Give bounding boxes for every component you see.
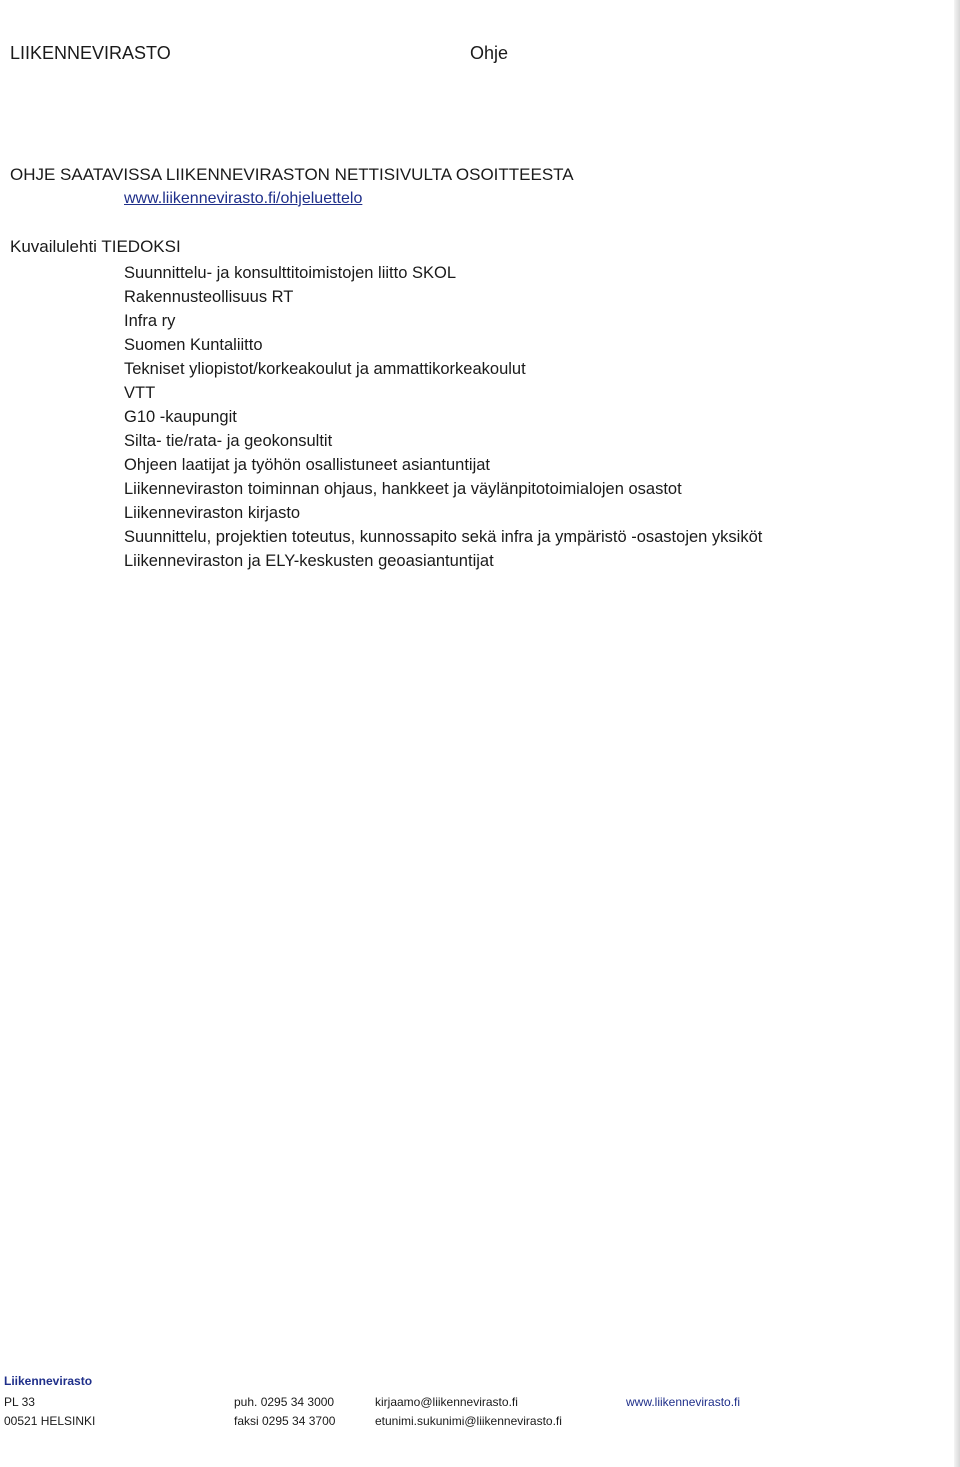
- distribution-item: Suunnittelu- ja konsulttitoimistojen liitto SKOL: [124, 264, 456, 282]
- distribution-item: Rakennusteollisuus RT: [124, 288, 294, 306]
- footer-postal-address: 00521 HELSINKI: [4, 1414, 96, 1428]
- distribution-item: Liikenneviraston kirjasto: [124, 504, 301, 522]
- footer-brand: Liikennevirasto: [4, 1374, 93, 1388]
- distribution-item: Liikenneviraston toiminnan ohjaus, hankkeet ja väylänpitotoimialojen osastot: [124, 480, 682, 498]
- footer-email-format: etunimi.sukunimi@liikennevirasto.fi: [375, 1414, 562, 1428]
- distribution-item: VTT: [124, 384, 156, 402]
- footer-po-box: PL 33: [4, 1395, 35, 1409]
- distribution-item: Suomen Kuntaliitto: [124, 336, 263, 354]
- distribution-label: Kuvailulehti TIEDOKSI: [10, 237, 181, 256]
- page-edge-shadow: [954, 0, 960, 1467]
- availability-notice: OHJE SAATAVISSA LIIKENNEVIRASTON NETTISIVULTA OSOITTEESTA: [10, 165, 574, 184]
- header-organization: LIIKENNEVIRASTO: [10, 43, 171, 63]
- footer-website-link[interactable]: www.liikennevirasto.fi: [626, 1395, 741, 1409]
- distribution-item: Liikenneviraston ja ELY-keskusten geoasiantuntijat: [124, 552, 494, 570]
- distribution-item: Tekniset yliopistot/korkeakoulut ja ammattikorkeakoulut: [124, 360, 526, 378]
- footer-phone: puh. 0295 34 3000: [234, 1395, 335, 1409]
- distribution-item: Suunnittelu, projektien toteutus, kunnossapito sekä infra ja ympäristö -osastojen yksiköt: [124, 528, 763, 546]
- distribution-item: Ohjeen laatijat ja työhön osallistuneet asiantuntijat: [124, 456, 490, 474]
- header-document-type: Ohje: [470, 43, 509, 63]
- footer-fax: faksi 0295 34 3700: [234, 1414, 336, 1428]
- footer-email[interactable]: kirjaamo@liikennevirasto.fi: [375, 1395, 518, 1409]
- distribution-item: Infra ry: [124, 312, 176, 330]
- distribution-list: [124, 261, 762, 573]
- distribution-item: Silta- tie/rata- ja geokonsultit: [124, 432, 333, 450]
- distribution-item: G10 -kaupungit: [124, 408, 237, 426]
- guideline-list-link[interactable]: www.liikennevirasto.fi/ohjeluettelo: [124, 190, 363, 207]
